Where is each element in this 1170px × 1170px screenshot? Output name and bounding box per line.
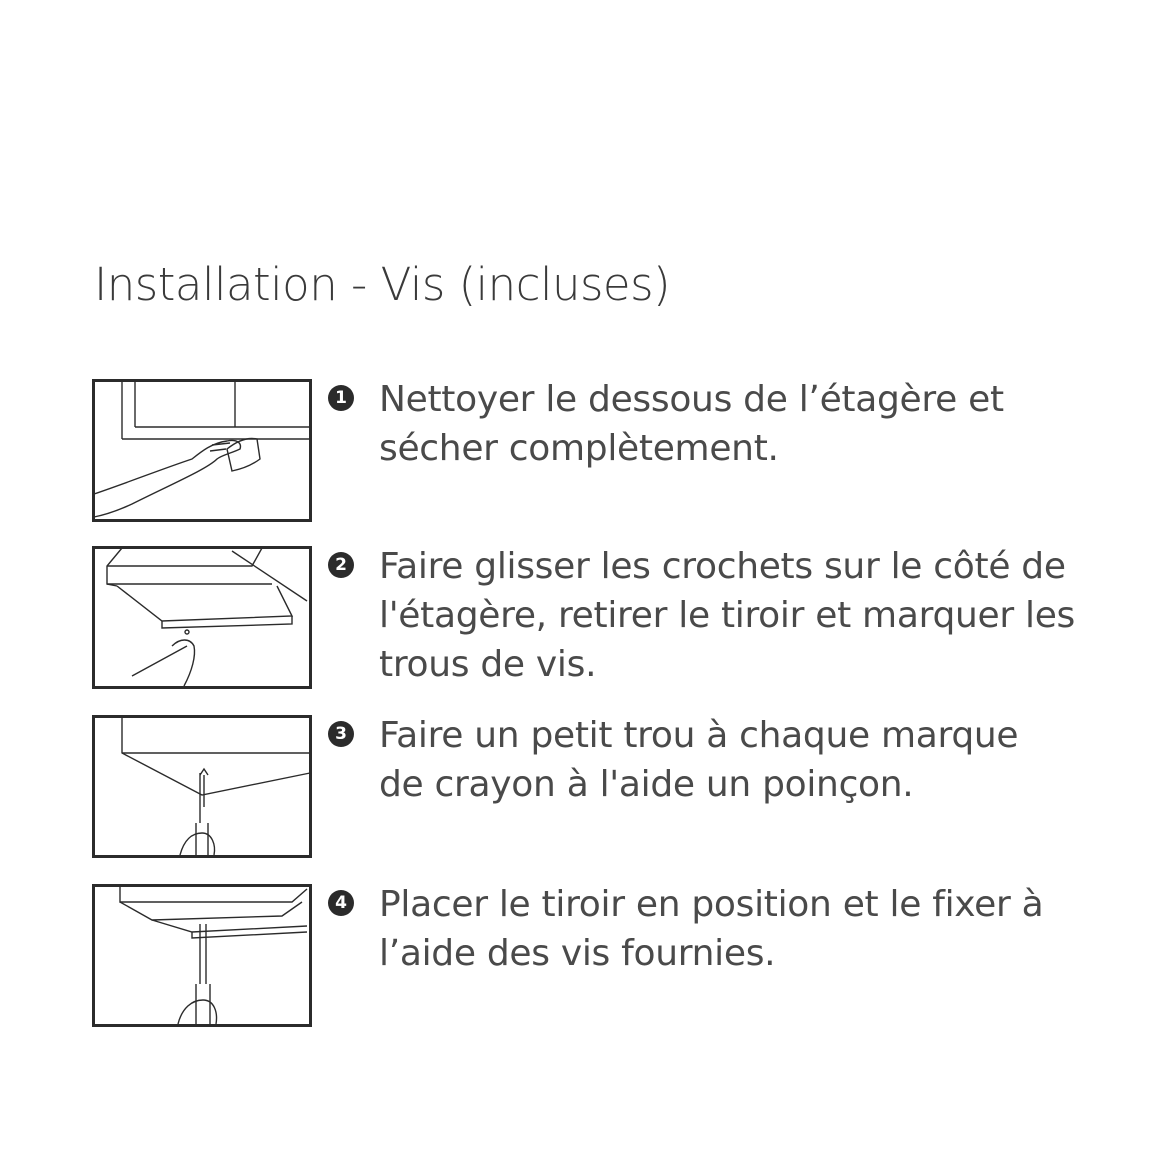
- page-title: Installation - Vis (incluses): [94, 258, 671, 311]
- step-4-text: Placer le tiroir en position et le fixer à l’aide des vis fournies.: [379, 884, 1044, 974]
- step-3-illustration: [92, 715, 312, 859]
- step-3: [92, 715, 1092, 861]
- step-1-illustration: [92, 379, 312, 523]
- step-2-number-badge: 2: [328, 552, 354, 578]
- step-4-number-badge: 4: [328, 890, 354, 916]
- step-3-text: Faire un petit trou à chaque marque de crayon à l'aide un poinçon.: [379, 715, 1019, 805]
- step-1-number-badge: 1: [328, 385, 354, 411]
- step-1: [92, 379, 1092, 525]
- step-1-text: Nettoyer le dessous de l’étagère et sécher complètement.: [379, 379, 1004, 469]
- step-2-illustration: [92, 546, 312, 690]
- step-2: [92, 546, 1092, 692]
- step-2-text: Faire glisser les crochets sur le côté de l'étagère, retirer le tiroir et marquer les trous de vis.: [379, 546, 1076, 685]
- step-4: [92, 884, 1092, 1030]
- step-4-illustration: [92, 884, 312, 1028]
- step-3-number-badge: 3: [328, 721, 354, 747]
